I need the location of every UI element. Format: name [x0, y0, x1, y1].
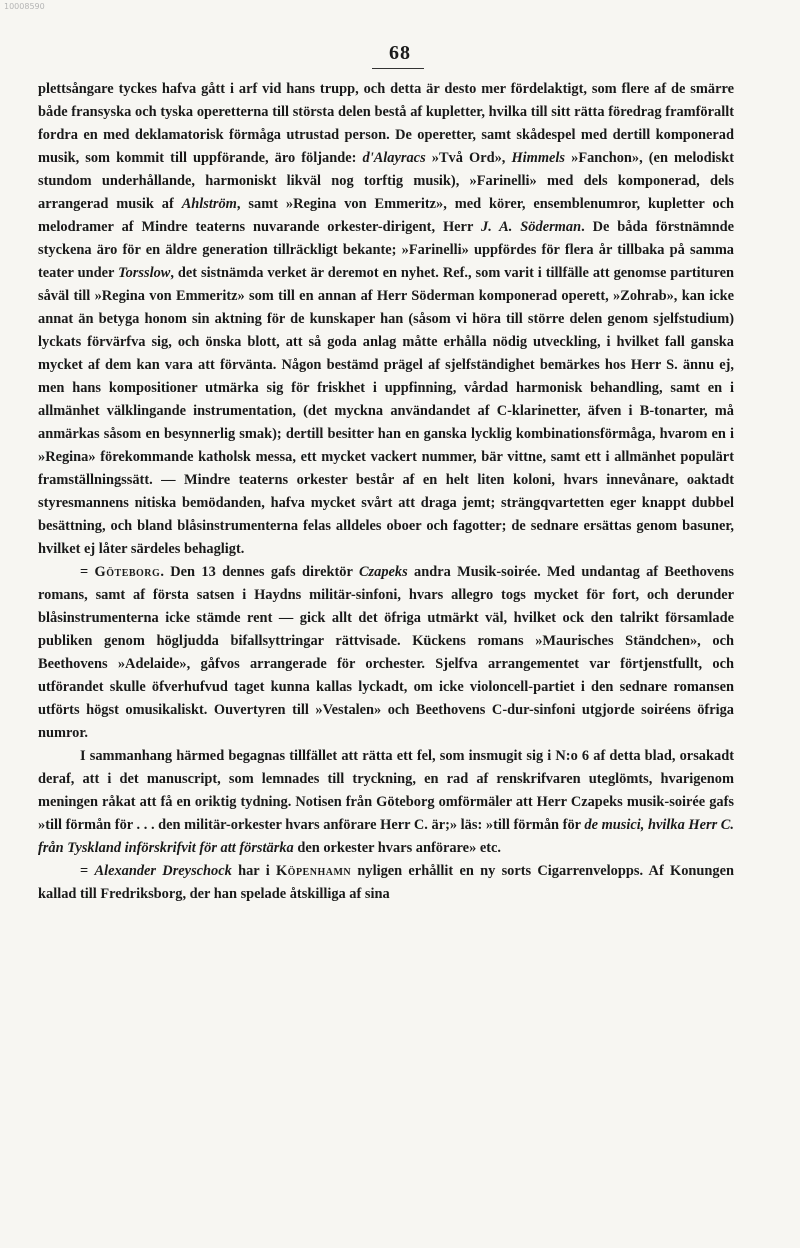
scan-id: 10008590	[4, 2, 45, 11]
text-run: =	[80, 564, 95, 580]
italic-text: Alexander Dreyschock	[94, 863, 232, 879]
paragraph-p4	[38, 860, 734, 906]
text-run: plettsångare tyckes hafva gått i arf vid hans trupp, och detta är desto mer fördelaktigt, som flere af de smärre både fransyska och tyska operetterna till största delen bestå af kupletter, hvilka till sitt rätta föredrag framförallt fordra en med deklamatorisk förmåga utrustad person. De operetter, samt skådespel med dertill komponerad musik, som kommit till uppförande, äro följande:	[38, 81, 734, 166]
text-run: andra Musik-soirée. Med undantag af Beethovens romans, samt af första satsen i Haydns militär-sinfoni, hvars allegro togs mycket för fort, och derunder blåsinstrumenterna icke stämde rent — gick allt det öfriga utmärkt väl, hvilket ock den talrikt församlade publiken genom högljudda bifallsyttringar rättvisade. Kückens romans »Maurisches Ständchen», och Beethovens »Adelaide», gåfvos arrangerade för orchester. Sjelfva arrangementet var förtjenstfullt, och utförandet skulle öfverhufvud taget kunna kallas lyckadt, om icke violoncell-partiet i den sednare romansen utförts högst omusikaliskt. Ouvertyren till »Vestalen» och Beethovens C-dur-sinfoni utgjorde soiréens öfriga numror.	[38, 564, 734, 741]
text-run: har i	[231, 863, 276, 879]
text-run: nyligen erhållit en ny sorts Cigarrenvelopps. Af Konungen kallad till Fredriksborg, der han spelade åtskilliga af sina	[38, 863, 734, 902]
text-run: , samt »Regina von Emmeritz», med körer, ensemblenumror, kupletter och melodramer af Mindre teaterns nuvarande orkester-dirigent, Herr	[38, 196, 734, 235]
text-run: den orkester hvars anförare» etc.	[293, 840, 502, 856]
italic-text: J. A. Söderman	[481, 219, 582, 235]
text-run: . De båda förstnämnde styckena äro för en äldre generation tillräckligt bekante; »Farinelli» uppfördes för flera år tillbaka på samma teater under	[38, 219, 734, 281]
text-run: »Fanchon», (en melodiskt stundom underhållande, harmoniskt likväl nog torftig musik), »Farinelli» med dels komponerad, dels arrangerad musik af	[38, 150, 734, 212]
paragraph-p3	[38, 745, 734, 860]
italic-text: de musici, hvilka Herr C. från Tyskland införskrifvit för att förstärka	[38, 817, 734, 856]
paragraph-p1	[38, 78, 734, 561]
text-run: , det sistnämda verket är deremot en nyhet. Ref., som varit i tillfälle att genomse partituren såväl till »Regina von Emmeritz» som till en annan af Herr Söderman komponerad operett, »Zohrab», kan icke annat än betyga honom sin aktning för de kunskaper han (såsom vi höra till större delen genom sjelfstudium) lyckats förvärfva sig, och önska blott, att så goda anlag måtte erhålla nödig utveckling, i hvilket fall ganska mycket af dem kan vara att förvänta. Någon bestämd prägel af sjelfständighet bemärkes hos Herr S. ännu ej, men hans kompositioner utmärka sig för friskhet i uppfinning, vårdad harmonisk behandling, samt en i allmänhet välklingande instrumentation, (det myckna användandet af C-klarinetter, äfven i B-tonarter, må anmärkas såsom en besynnerlig smak); dertill besitter han en ganska lycklig kombinationsförmåga, hvarom en i »Regina» förekommande katholsk messa, ett mycket vackert nummer, bär vittne, samt ett i allmänhet populärt framställningssätt. — Mindre teaterns orkester består af en helt liten koloni, hvars innevånare, oaktadt styresmannens nitiska bemödanden, hafva mycket svårt att draga jemt; strängqvartetten eger knappt dubbel besättning, och bland blåsinstrumenterna felas alldeles oboer och fagotter; de sednare ersättas genom basuner, hvilket ej låter särdeles behagligt.	[38, 265, 734, 557]
text-run: »Två Ord»,	[425, 150, 512, 166]
text-run: I sammanhang härmed begagnas tillfället att rätta ett fel, som insmugit sig i N:o 6 af detta blad, orsakadt deraf, att i det manuscript, som lemnades till tryckning, en rad af renskrifvaren uteglömts, hvarigenom meningen råkat att få en oriktig tydning. Notisen från Göteborg omförmäler att Herr Czapeks musik-soirée gafs »till förmån för . . . den militär-orkester hvars anförare Herr C. är;» läs: »till förmån för	[38, 748, 734, 833]
italic-text: Czapeks	[358, 564, 408, 580]
text-run: . Den 13 dennes gafs direktör	[160, 564, 359, 580]
small-caps-text: Köpenhamn	[275, 863, 352, 879]
paragraph-p2	[38, 561, 734, 745]
page-number: 68	[389, 42, 411, 64]
italic-text: Torsslow	[118, 265, 171, 281]
italic-text: Himmels	[511, 150, 566, 166]
italic-text: Ahlström	[181, 196, 237, 212]
body-text	[38, 78, 734, 906]
small-caps-text: Göteborg	[94, 564, 161, 580]
text-run: =	[80, 863, 95, 879]
page-number-underline	[372, 68, 424, 69]
italic-text: d'Alayracs	[362, 150, 426, 166]
